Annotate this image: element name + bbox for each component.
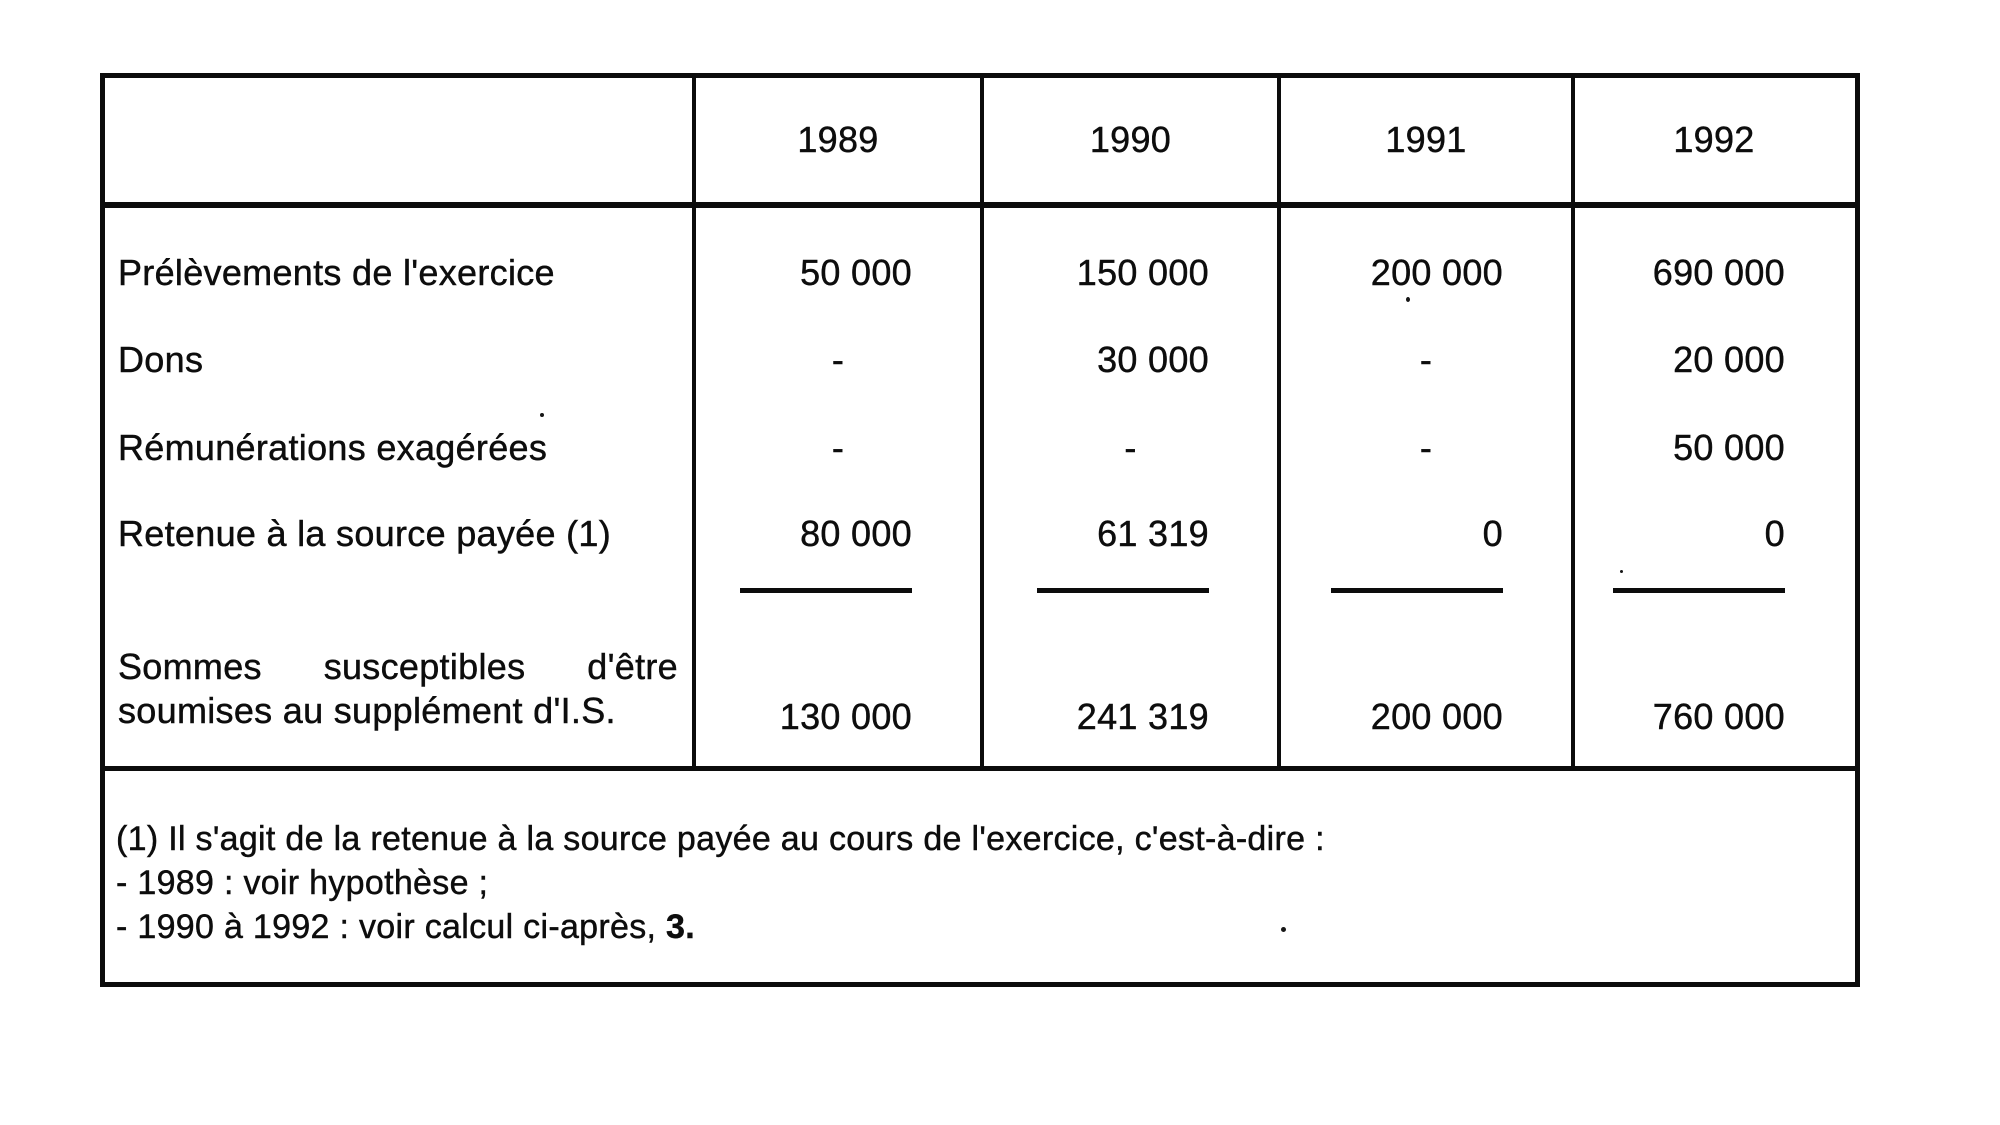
footnote-section [105,771,1855,982]
scan-artifact-dot [1281,927,1286,932]
cell-value: 0 [1482,513,1503,554]
total-value: 760 000 [1652,696,1785,737]
footnote-line3-ref: 3. [666,908,695,946]
total-label-word: Sommes [118,646,262,687]
cell-value: - [831,427,845,468]
row-label: Dons [118,339,204,380]
cell-value: 150 000 [1076,252,1209,293]
cell-value: - [831,339,845,380]
column-separator [692,78,696,202]
table-header-row [105,78,1855,208]
subtotal-rule [1331,588,1503,593]
total-row-label [105,645,694,737]
tax-table [100,73,1860,987]
empty-cell [105,588,694,593]
column-separator [692,208,696,766]
header-empty-cell [105,78,694,202]
row-label: Prélèvements de l'exercice [118,252,555,293]
footnote-line3-text: - 1990 à 1992 : voir calcul ci-après, [116,908,667,946]
total-value: 200 000 [1370,696,1503,737]
scan-artifact-dot [1406,297,1410,302]
cell-value: 50 000 [800,252,912,293]
header-year-1992: 1992 [1673,119,1755,160]
footnote-line3 [116,905,1835,949]
scan-artifact-dot [540,413,544,417]
cell-value: 61 319 [1097,513,1209,554]
cell-value: 690 000 [1652,252,1785,293]
footnote-line2: - 1989 : voir hypothèse ; [116,864,489,902]
column-separator [980,78,984,202]
scan-artifact-dot [1620,570,1623,573]
column-separator [980,208,984,766]
subtotal-rule-cell [982,588,1279,593]
cell-value: - [1419,427,1433,468]
footnote [105,771,1855,949]
column-separator [1571,78,1575,202]
footnote-line1: (1) Il s'agit de la retenue à la source payée au cours de l'exercice, c'est-à-dire : [116,820,1325,858]
header-year-1989: 1989 [797,119,879,160]
subtotal-rule [1037,588,1209,593]
subtotal-rule [1613,588,1785,593]
header-year-1990: 1990 [1089,119,1172,160]
cell-value: 50 000 [1673,427,1785,468]
subtotal-rule-cell [1279,588,1573,593]
column-separator [1277,208,1281,766]
total-label-line2: soumises au supplément d'I.S. [118,690,616,731]
cell-value: - [1419,339,1433,380]
cell-value: 30 000 [1097,339,1209,380]
total-label-word: susceptibles [323,646,526,687]
cell-value: - [1124,427,1137,468]
column-separator [1571,208,1575,766]
cell-value: 20 000 [1673,339,1785,380]
cell-value: 0 [1764,513,1785,554]
table-body [105,208,1855,771]
cell-value: 80 000 [800,513,912,554]
row-label: Rémunérations exagérées [118,427,548,468]
total-value: 130 000 [779,696,912,737]
subtotal-rule-cell [694,588,982,593]
subtotal-rule-cell [1573,588,1855,593]
total-label-word: d'être [587,646,678,687]
header-year-1991: 1991 [1385,119,1467,160]
cell-value: 200 000 [1370,252,1503,293]
subtotal-rule [740,588,912,593]
column-separator [1277,78,1281,202]
total-label-line1 [118,645,678,689]
row-label: Retenue à la source payée (1) [118,513,611,554]
total-value: 241 319 [1076,696,1209,737]
